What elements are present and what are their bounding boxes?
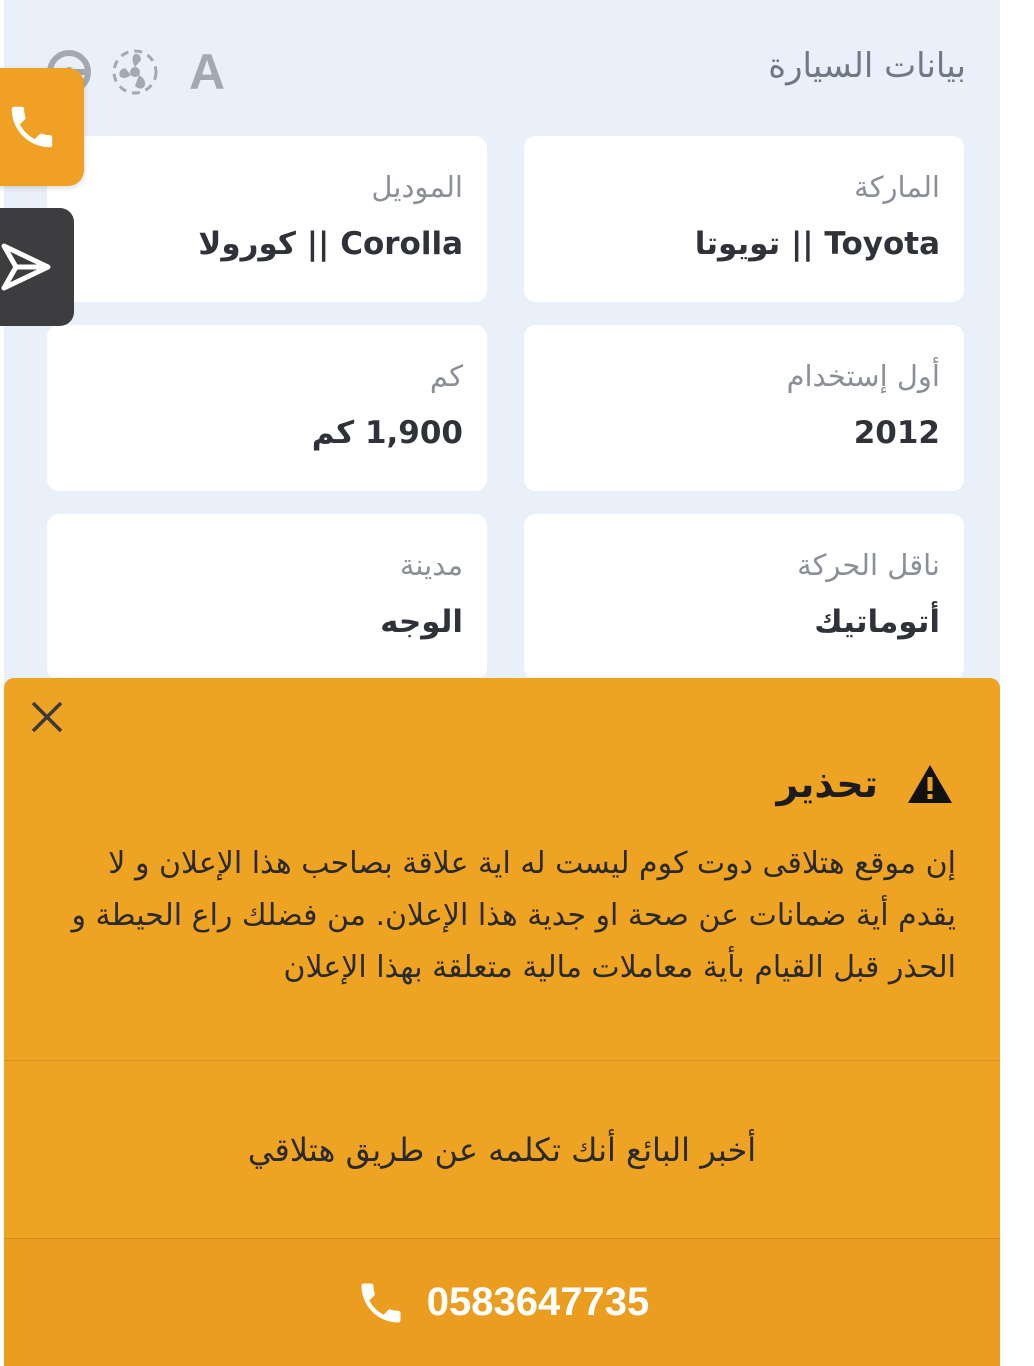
close-icon [30, 700, 64, 734]
spec-label: الموديل [371, 170, 463, 204]
floating-share-button[interactable] [0, 208, 74, 326]
warning-sheet [4, 678, 1000, 1366]
spec-card-brand [524, 136, 964, 302]
spec-value: 2012 [853, 415, 940, 451]
fan-icon [110, 40, 160, 104]
section-title: بيانات السيارة [768, 46, 966, 86]
warning-title: تحذير [776, 762, 878, 806]
spec-card-first-use [524, 325, 964, 491]
spec-card-city [47, 514, 487, 680]
spec-value: أتوماتيك [814, 604, 940, 640]
call-seller-button[interactable] [4, 1239, 1000, 1366]
warning-triangle-icon [906, 763, 954, 805]
close-button[interactable] [26, 696, 68, 738]
spec-label: أول إستخدام [786, 359, 940, 393]
spec-label: مدينة [399, 548, 463, 582]
spec-value: Corolla || كورولا [198, 226, 463, 262]
phone-number: 0583647735 [426, 1280, 650, 1324]
warning-header [776, 754, 954, 814]
spec-value: 1,900 كم [311, 415, 463, 451]
floating-call-button[interactable] [0, 68, 84, 186]
spec-label: الماركة [854, 170, 940, 204]
tell-seller-note: أخبر البائع أنك تكلمه عن طريق هتلاقي [247, 1130, 757, 1169]
section-header [44, 36, 966, 106]
spec-card-model [47, 136, 487, 302]
spec-label: كم [429, 359, 463, 393]
spec-value: Toyota || تويوتا [694, 226, 940, 262]
share-icon [0, 238, 56, 296]
spec-label: ناقل الحركة [797, 548, 940, 582]
phone-icon [355, 1277, 407, 1329]
spec-card-transmission [524, 514, 964, 680]
warning-message: إن موقع هتلاقى دوت كوم ليست له اية علاقة بصاحب هذا الإعلان و لا يقدم أية ضمانات عن صحة او جدية هذا الإعلان. من فضلك راع الحيطة و الحذر قبل القيام بأية معاملات مالية متعلقة بهذا الإعلان [71, 846, 956, 985]
phone-icon [5, 100, 59, 154]
auto-transmission-a-icon: A [188, 44, 226, 100]
spec-card-mileage [47, 325, 487, 491]
spec-value: الوجه [380, 604, 463, 640]
